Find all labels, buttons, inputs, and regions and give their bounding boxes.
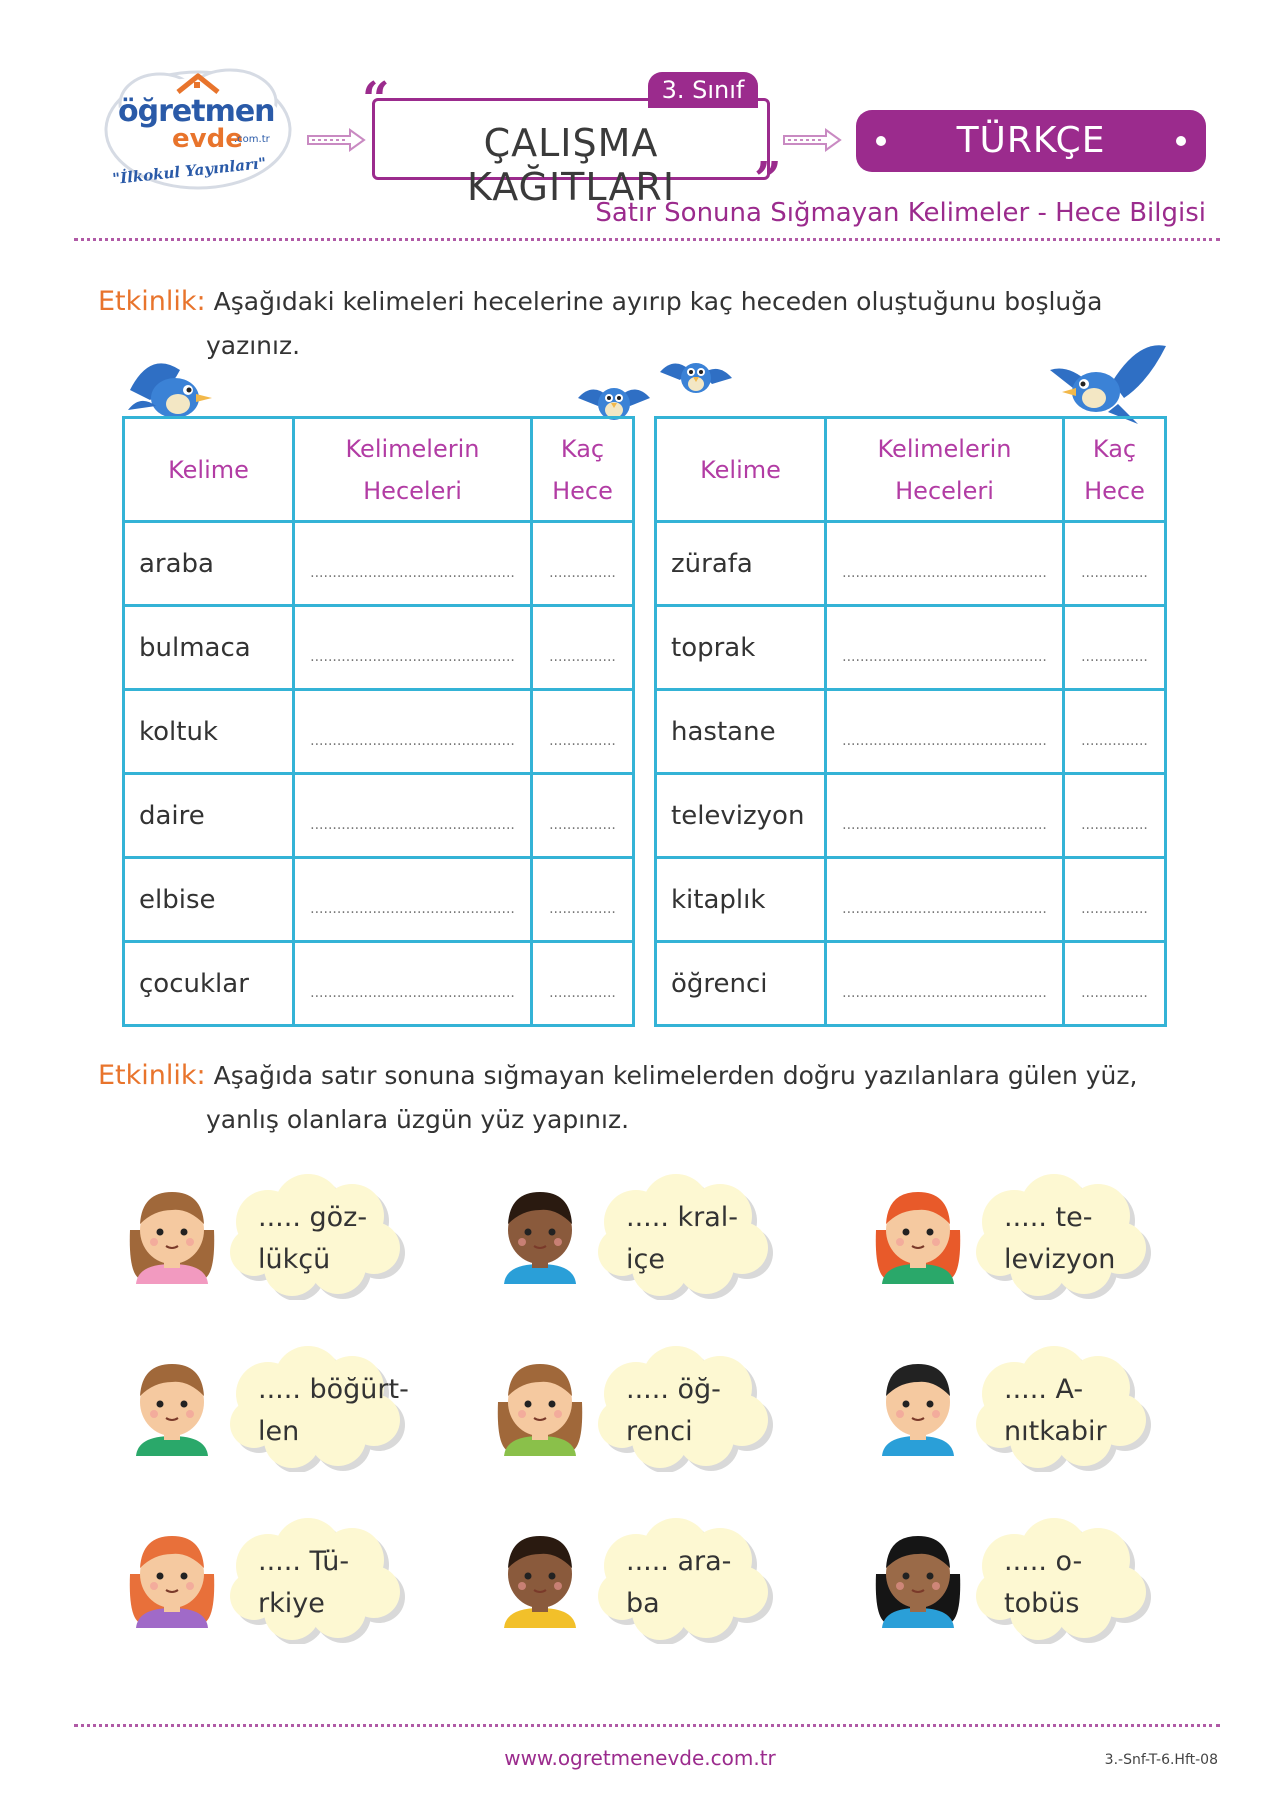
bubble-line-1: ..... böğürt- <box>258 1374 409 1405</box>
divider <box>74 238 1220 241</box>
syllables-blank[interactable]: .............................................. <box>826 858 1064 942</box>
word-cell: hastane <box>656 690 826 774</box>
logo-text-domain: .com.tr <box>234 134 270 145</box>
speech-cloud[interactable] <box>974 1516 1152 1644</box>
child-face-icon <box>124 1180 220 1290</box>
footer-code: 3.-Snf-T-6.Hft-08 <box>1104 1752 1218 1768</box>
column-header-syllables <box>826 418 1064 522</box>
header-line: Heceleri <box>363 476 462 505</box>
syllables-blank[interactable]: .............................................. <box>294 942 532 1026</box>
instruction-line: yanlış olanlara üzgün yüz yapınız. <box>206 1105 630 1134</box>
bubble-line-2: ba <box>626 1588 660 1619</box>
subject-label: TÜRKÇE <box>956 120 1106 161</box>
child-face-icon <box>870 1180 966 1290</box>
column-header-syllables <box>294 418 532 522</box>
bubble-line-1: ..... A- <box>1004 1374 1084 1405</box>
header-line: Heceleri <box>895 476 994 505</box>
logo-tagline: "İlkokul Yayınları" <box>111 153 268 189</box>
footer-url[interactable]: www.ogretmenevde.com.tr <box>504 1746 776 1770</box>
column-header-word: Kelime <box>124 418 294 522</box>
bubble-line-1: ..... göz- <box>258 1202 368 1233</box>
subject-badge <box>856 110 1206 172</box>
word-cell: araba <box>124 522 294 606</box>
word-cell: toprak <box>656 606 826 690</box>
word-cell: televizyon <box>656 774 826 858</box>
table-row <box>656 858 1166 942</box>
title-box <box>372 98 770 209</box>
syllables-blank[interactable]: .............................................. <box>294 858 532 942</box>
bubble-line-2: tobüs <box>1004 1588 1080 1619</box>
page-subtitle: Satır Sonuna Sığmayan Kelimeler - Hece Bilgisi <box>595 198 1206 228</box>
syllables-blank[interactable]: .............................................. <box>294 774 532 858</box>
syllables-blank[interactable]: .............................................. <box>294 690 532 774</box>
bubble-line-2: levizyon <box>1004 1244 1116 1275</box>
bubble-line-2: len <box>258 1416 300 1447</box>
table-row <box>656 606 1166 690</box>
syllables-blank[interactable]: .............................................. <box>826 606 1064 690</box>
bubble-line-2: içe <box>626 1244 665 1275</box>
header-line: Kaç <box>1092 434 1137 463</box>
syllables-blank[interactable]: .............................................. <box>294 606 532 690</box>
count-blank[interactable]: ............... <box>1064 690 1166 774</box>
syllables-blank[interactable]: .............................................. <box>826 522 1064 606</box>
logo-text-evde: evde <box>172 124 243 154</box>
arrow-right-icon <box>306 128 366 152</box>
instruction-line: Aşağıda satır sonuna sığmayan kelimelerden doğru yazılanlara gülen yüz, <box>213 1061 1138 1090</box>
instruction-line: yazınız. <box>206 331 301 360</box>
close-quote-icon: ” <box>754 152 782 208</box>
bird-icon <box>1048 342 1168 426</box>
count-blank[interactable]: ............... <box>532 522 634 606</box>
syllable-table-right <box>654 416 1167 1027</box>
activity-label: Etkinlik: <box>98 1060 206 1091</box>
column-header-count <box>1064 418 1166 522</box>
bubble-line-2: lükçü <box>258 1244 331 1275</box>
instruction-line: Aşağıdaki kelimeleri hecelerine ayırıp kaç heceden oluştuğunu boşluğa <box>213 287 1103 316</box>
table-row <box>656 774 1166 858</box>
child-face-icon <box>492 1524 588 1634</box>
header-line: Kelimelerin <box>345 434 480 463</box>
table-row <box>124 858 634 942</box>
child-face-icon <box>124 1524 220 1634</box>
speech-cloud[interactable] <box>596 1516 774 1644</box>
bubble-line-2: rkiye <box>258 1588 325 1619</box>
activity-1-instructions <box>98 280 1198 368</box>
page-title: ÇALIŞMA KAĞITLARI <box>466 121 676 209</box>
word-cell: öğrenci <box>656 942 826 1026</box>
speech-cloud[interactable] <box>974 1172 1152 1300</box>
bird-icon <box>656 348 736 406</box>
table-row <box>656 522 1166 606</box>
dot-icon <box>1176 136 1186 146</box>
speech-cloud[interactable] <box>228 1516 406 1644</box>
table-row <box>656 942 1166 1026</box>
divider <box>74 1724 1220 1727</box>
table-row <box>124 942 634 1026</box>
grade-badge: 3. Sınıf <box>648 72 758 108</box>
logo <box>100 58 300 208</box>
count-blank[interactable]: ............... <box>1064 942 1166 1026</box>
open-quote-icon: “ <box>362 72 390 128</box>
word-cell: çocuklar <box>124 942 294 1026</box>
bubble-line-1: ..... öğ- <box>626 1374 721 1405</box>
activity-label: Etkinlik: <box>98 286 206 317</box>
word-cell: zürafa <box>656 522 826 606</box>
speech-cloud[interactable] <box>974 1344 1152 1472</box>
child-face-icon <box>492 1180 588 1290</box>
table-row <box>124 522 634 606</box>
bubble-line-1: ..... kral- <box>626 1202 739 1233</box>
speech-cloud[interactable] <box>596 1172 774 1300</box>
bubble-line-1: ..... ara- <box>626 1546 732 1577</box>
table-row <box>124 774 634 858</box>
logo-text-ogretmen: öğretmen <box>118 94 275 129</box>
syllable-table-left <box>122 416 635 1027</box>
count-blank[interactable]: ............... <box>532 774 634 858</box>
table-row <box>124 606 634 690</box>
child-face-icon <box>492 1352 588 1462</box>
syllables-blank[interactable]: .............................................. <box>826 774 1064 858</box>
header-line: Hece <box>552 476 613 505</box>
header-line: Hece <box>1084 476 1145 505</box>
arrow-right-icon <box>782 128 842 152</box>
table-header-row <box>124 418 634 522</box>
header-line: Kaç <box>560 434 605 463</box>
count-blank[interactable]: ............... <box>532 606 634 690</box>
count-blank[interactable]: ............... <box>532 690 634 774</box>
syllables-blank[interactable]: .............................................. <box>826 942 1064 1026</box>
bubble-line-2: renci <box>626 1416 693 1447</box>
child-face-icon <box>870 1352 966 1462</box>
bubble-line-1: ..... Tü- <box>258 1546 350 1577</box>
child-face-icon <box>124 1352 220 1462</box>
speech-cloud[interactable] <box>228 1344 409 1472</box>
child-face-icon <box>870 1524 966 1634</box>
syllables-blank[interactable]: .............................................. <box>294 522 532 606</box>
bubble-line-1: ..... te- <box>1004 1202 1093 1233</box>
column-header-count <box>532 418 634 522</box>
count-blank[interactable]: ............... <box>1064 858 1166 942</box>
word-cell: koltuk <box>124 690 294 774</box>
word-cell: daire <box>124 774 294 858</box>
count-blank[interactable]: ............... <box>532 942 634 1026</box>
word-cell: kitaplık <box>656 858 826 942</box>
word-cell: elbise <box>124 858 294 942</box>
count-blank[interactable]: ............... <box>1064 522 1166 606</box>
speech-cloud[interactable] <box>228 1172 406 1300</box>
table-row <box>656 690 1166 774</box>
table-row <box>124 690 634 774</box>
bubble-line-1: ..... o- <box>1004 1546 1083 1577</box>
speech-cloud[interactable] <box>596 1344 774 1472</box>
syllables-blank[interactable]: .............................................. <box>826 690 1064 774</box>
count-blank[interactable]: ............... <box>1064 774 1166 858</box>
dot-icon <box>876 136 886 146</box>
word-cell: bulmaca <box>124 606 294 690</box>
column-header-word: Kelime <box>656 418 826 522</box>
header-line: Kelimelerin <box>877 434 1012 463</box>
bubble-line-2: nıtkabir <box>1004 1416 1107 1447</box>
count-blank[interactable]: ............... <box>1064 606 1166 690</box>
activity-2-instructions <box>98 1054 1198 1142</box>
table-header-row <box>656 418 1166 522</box>
count-blank[interactable]: ............... <box>532 858 634 942</box>
